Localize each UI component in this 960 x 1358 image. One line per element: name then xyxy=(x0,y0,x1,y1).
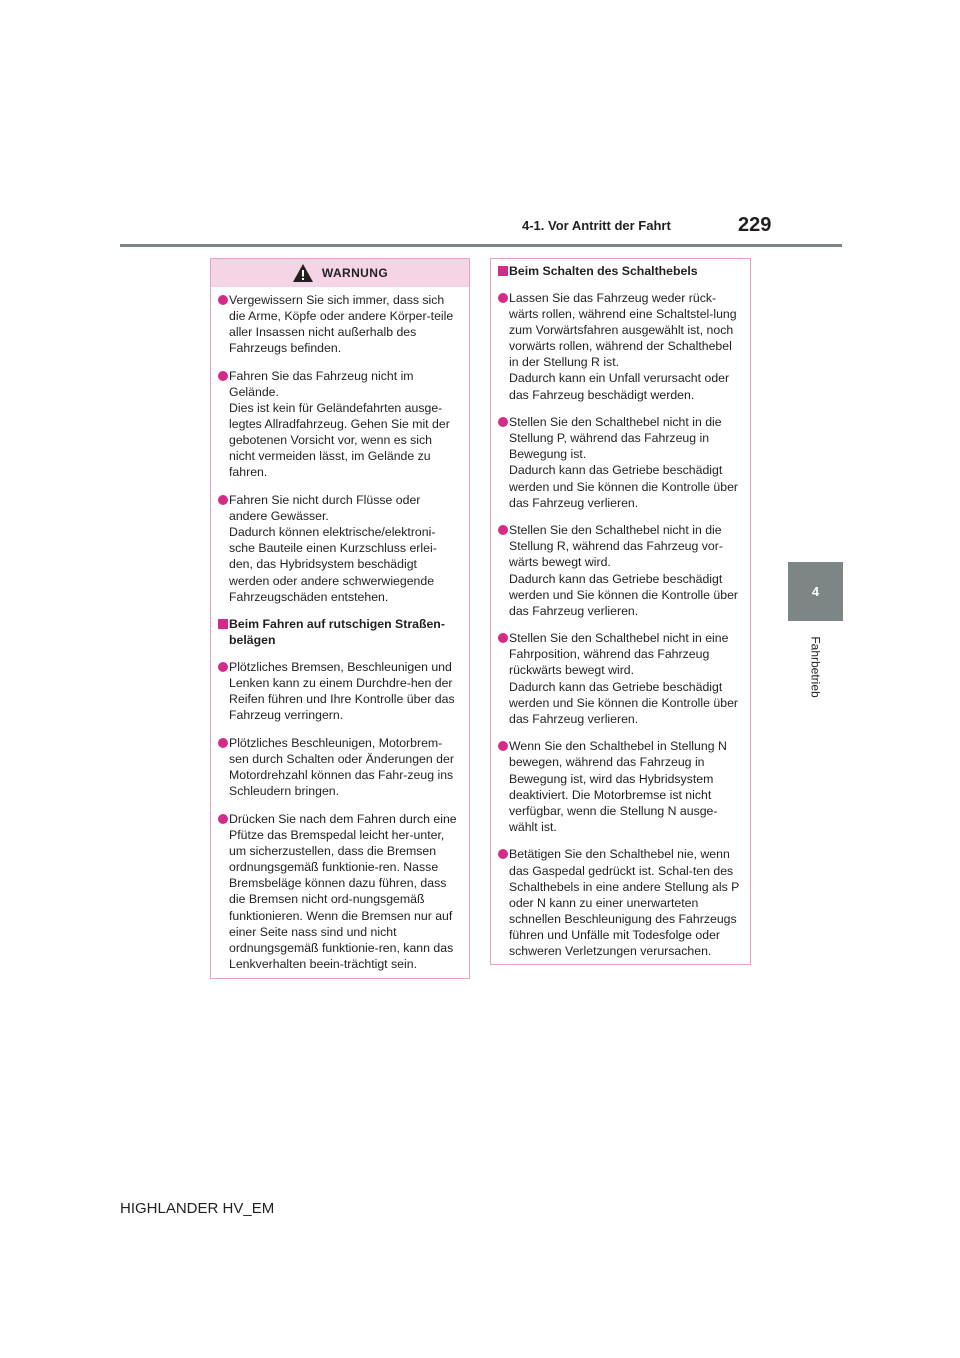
section-title: 4-1. Vor Antritt der Fahrt xyxy=(522,218,671,233)
bullet-dot xyxy=(498,525,508,535)
bullet-dot xyxy=(498,633,508,643)
bullet-dot xyxy=(498,741,508,751)
list-item: Plötzliches Beschleunigen, Motorbrem-sen durch Schalten oder Änderungen der Motordrehzahl können das Fahr-zeug ins Schleudern bringen. xyxy=(218,735,459,799)
heading-square xyxy=(498,266,508,276)
bullet-dot xyxy=(498,417,508,427)
list-item: Drücken Sie nach dem Fahren durch eine Pfütze das Bremspedal leicht her-unter, um sicherzustellen, dass die Bremsen ordnungsgemäß funktionie-ren. Nasse Bremsbeläge können dazu führen, dass die Bremsen nicht ord-nungsgemäß funktionieren. Wenn die Bremsen nur auf einer Seite nass sind und nicht ordnungsgemäß funktionie-ren, kann das Lenkverhalten beein-trächtigt sein. xyxy=(218,811,459,972)
sub-heading: Beim Schalten des Schalthebels xyxy=(498,263,740,279)
bullet-dot xyxy=(218,662,228,672)
chapter-tab: 4 xyxy=(788,562,843,621)
shift-lever-content xyxy=(491,259,750,959)
bullet-dot xyxy=(218,814,228,824)
bullet-dot xyxy=(218,371,228,381)
heading-square xyxy=(218,619,228,629)
list-item: Lassen Sie das Fahrzeug weder rück-wärts rollen, während eine Schaltstel-lung zum Vorwärtsfahren ausgewählt ist, noch vorwärts rollen, während der Schalthebel in der Stellung R ist. Dadurch kann ein Unfall verursacht oder das Fahrzeug beschädigt werden. xyxy=(498,290,740,403)
list-item: Fahren Sie nicht durch Flüsse oder andere Gewässer. Dadurch können elektrische/elektroni-sche Bauteile einen Kurzschluss erlei-den, das Hybridsystem beschädigt werden oder andere schwerwiegende Fahrzeugschäden entstehen. xyxy=(218,492,459,605)
model-code: HIGHLANDER HV_EM xyxy=(120,1200,275,1217)
list-item: Stellen Sie den Schalthebel nicht in die Stellung P, während das Fahrzeug in Bewegung ist. Dadurch kann das Getriebe beschädigt werden und Sie können die Kontrolle über das Fahrzeug verlieren. xyxy=(498,414,740,511)
list-item: Fahren Sie das Fahrzeug nicht im Gelände. Dies ist kein für Geländefahrten ausge-legtes Allradfahrzeug. Gehen Sie mit der gebotenen Vorsicht vor, wenn es sich nicht vermeiden lässt, im Gelände zu fahren. xyxy=(218,368,459,481)
shift-lever-box xyxy=(490,258,751,965)
list-item: Plötzliches Bremsen, Beschleunigen und Lenken kann zu einem Durchdre-hen der Reifen führen und Ihre Kontrolle über das Fahrzeug verringern. xyxy=(218,659,459,723)
chapter-label-text: Fahrbetrieb xyxy=(809,636,823,698)
page-number: 229 xyxy=(738,214,772,236)
warning-content xyxy=(211,287,469,972)
list-item: Stellen Sie den Schalthebel nicht in eine Fahrposition, während das Fahrzeug rückwärts bewegt wird. Dadurch kann das Getriebe beschädigt werden und Sie können die Kontrolle über das Fahrzeug verlieren. xyxy=(498,630,740,727)
list-item: Vergewissern Sie sich immer, dass sich die Arme, Köpfe oder andere Körper-teile aller Insassen nicht außerhalb des Fahrzeugs befinden. xyxy=(218,292,459,356)
bullet-dot xyxy=(218,295,228,305)
bullet-dot xyxy=(218,738,228,748)
chapter-label xyxy=(774,630,858,704)
list-item: Betätigen Sie den Schalthebel nie, wenn das Gaspedal gedrückt ist. Schal-ten des Schalthebels in eine andere Stellung als P oder N kann zu einer unerwarteten schnellen Beschleunigung des Fahrzeugs führen und Unfälle mit Todesfolge oder schweren Verletzungen verursachen. xyxy=(498,846,740,959)
sub-heading: Beim Fahren auf rutschigen Straßen-belägen xyxy=(218,616,459,648)
bullet-dot xyxy=(498,849,508,859)
warning-triangle-icon xyxy=(292,263,314,283)
list-item: Wenn Sie den Schalthebel in Stellung N bewegen, während das Fahrzeug in Bewegung ist, wird das Hybridsystem deaktiviert. Die Motorbremse ist nicht verfügbar, wenn die Stellung N ausge-wählt ist. xyxy=(498,738,740,835)
header-divider xyxy=(120,244,842,247)
bullet-dot xyxy=(218,495,228,505)
warning-header xyxy=(211,259,469,287)
warning-box xyxy=(210,258,470,979)
bullet-dot xyxy=(498,293,508,303)
warning-title: WARNUNG xyxy=(321,266,389,280)
list-item: Stellen Sie den Schalthebel nicht in die Stellung R, während das Fahrzeug vor-wärts bewegt wird. Dadurch kann das Getriebe beschädigt werden und Sie können die Kontrolle über das Fahrzeug verlieren. xyxy=(498,522,740,619)
